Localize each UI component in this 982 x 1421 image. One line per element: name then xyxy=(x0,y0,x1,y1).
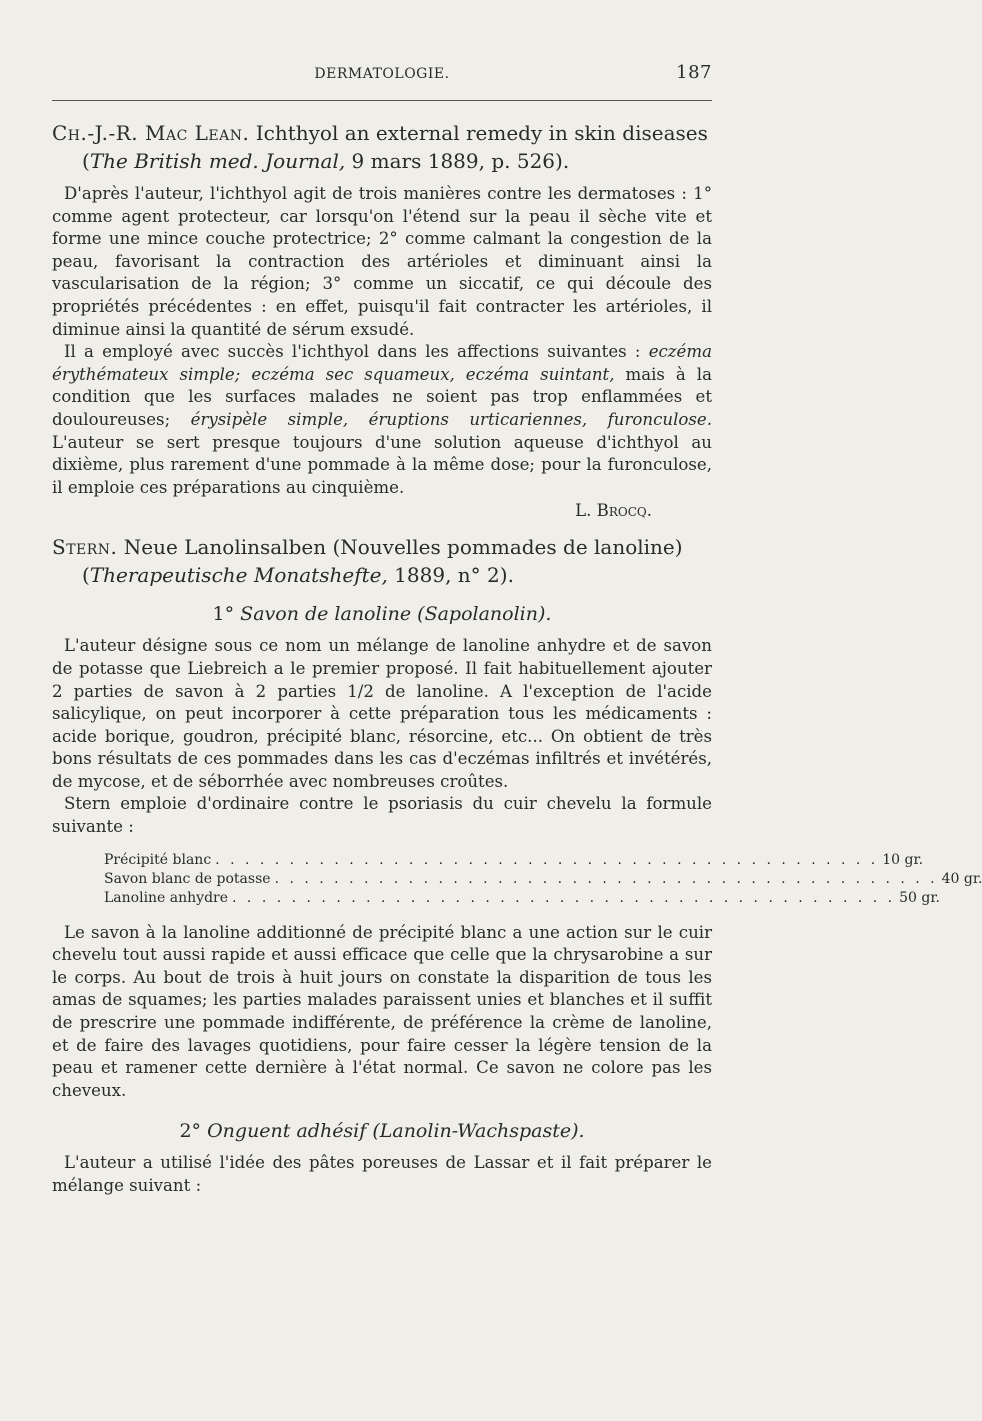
article2-title: Neue Lanolinsalben (Nouvelles pommades de lanoline) xyxy=(117,535,683,560)
article1-p2-a: Il a employé avec succès l'ichthyol dans les affections suivantes : xyxy=(64,342,649,362)
article1-p2-italic-2: érysipèle simple, éruptions urticariennes, furonculose. xyxy=(190,409,712,429)
formula-leader: . . . . . . . . . . . . . . . . . . . . . . . . . . . . . . . . . . . . . . . . . . . . . xyxy=(232,889,896,906)
article2-paragraph-1: L'auteur désigne sous ce nom un mélange de lanoline anhydre et de savon de potasse que Liebreich a le premier proposé. Il fait habituellement ajouter 2 parties de savon à 2 parties 1/2 de lanoline. A l'exception de l'acide salicylique, on peut incorporer à cette préparation tous les médicaments : acide borique, goudron, précipité blanc, résorcine, etc... On obtient de très bons résultats de ces pommades dans les cas d'eczémas infiltrés et invétérés, de mycose, et de séborrhée avec nombreuses croûtes. xyxy=(52,636,712,791)
running-head-title: DERMATOLOGIE. xyxy=(314,66,450,82)
article1-p2-c: L'auteur se sert presque toujours d'une solution aqueuse d'ichthyol au dixième, plus rarement d'une pommade à la même dose; pour la furonculose, il emploie ces préparations au cinquième. xyxy=(52,432,712,497)
article2-citation xyxy=(52,561,712,589)
running-head xyxy=(52,60,712,90)
article1-title: Ichthyol an external remedy in skin diseases xyxy=(249,121,708,145)
section1-title: Savon de lanoline (Sapolanolin). xyxy=(240,603,552,626)
formula-table xyxy=(104,851,982,908)
article1-citation-rest: 9 mars 1889, p. 526). xyxy=(345,149,570,173)
article2-citation-rest: 1889, n° 2). xyxy=(387,563,514,588)
article1-paragraph-2 xyxy=(52,341,712,499)
article2-paragraph-4: L'auteur a utilisé l'idée des pâtes poreuses de Lassar et il fait préparer le mélange suivant : xyxy=(52,1153,712,1195)
formula-quantity: 50 gr. xyxy=(899,889,940,906)
formula-ingredient: Précipité blanc xyxy=(104,851,212,868)
formula-leader: . . . . . . . . . . . . . . . . . . . . . . . . . . . . . . . . . . . . . . . . . . . . . xyxy=(274,870,938,887)
article2-citation-open: ( xyxy=(82,563,90,588)
article2-paragraph-2: Stern emploie d'ordinaire contre le psoriasis du cuir chevelu la formule suivante : xyxy=(52,794,712,837)
article1-citation xyxy=(52,147,712,175)
formula-quantity: 40 gr. xyxy=(941,870,982,887)
article2-journal: Therapeutische Monatshefte, xyxy=(89,563,388,588)
article1-heading xyxy=(52,119,712,175)
section1-heading xyxy=(52,601,712,627)
page-number: 187 xyxy=(676,62,712,83)
formula-leader: . . . . . . . . . . . . . . . . . . . . . . . . . . . . . . . . . . . . . . . . . . . . . xyxy=(215,851,879,868)
article1-p2-b: mais à la condition que les surfaces malades ne soient pas trop enflammées et douloureuses; xyxy=(52,364,712,429)
formula-ingredient: Lanoline anhydre xyxy=(104,889,229,906)
article2-author: Stern. xyxy=(52,535,118,560)
formula-quantity: 10 gr. xyxy=(882,851,924,868)
section2-title: Onguent adhésif (Lanolin-Wachspaste). xyxy=(207,1120,585,1143)
article2-heading xyxy=(52,533,712,589)
header-rule xyxy=(52,100,712,101)
formula-row xyxy=(104,889,940,908)
article1-citation-open: ( xyxy=(82,149,90,173)
article1-signature: L. Brocq. xyxy=(575,501,652,521)
article1-p2-italic-1: eczéma érythémateux simple; eczéma sec squameux, eczéma suintant, xyxy=(52,342,712,384)
article1-paragraph-1: D'après l'auteur, l'ichthyol agit de trois manières contre les dermatoses : 1° comme agent protecteur, car lorsqu'on l'étend sur la peau il sèche vite et forme une mince couche protectrice; 2° comme calmant la congestion de la peau, favorisant la contraction des artérioles et diminuant ainsi la vascularisation de la région; 3° comme un siccatif, ce qui découle des propriétés précédentes : en effet, puisqu'il fait contracter les artérioles, il diminue ainsi la quantité de sérum exsudé. xyxy=(52,184,712,339)
formula-ingredient: Savon blanc de potasse xyxy=(104,870,271,887)
article1-author: Ch.-J.-R. Mac Lean. xyxy=(52,121,250,145)
article1-journal: The British med. Journal, xyxy=(89,149,346,173)
formula-row xyxy=(104,870,982,889)
section2-number: 2° xyxy=(179,1120,208,1143)
section2-heading xyxy=(52,1118,712,1144)
formula-row xyxy=(104,851,924,870)
article2-paragraph-3: Le savon à la lanoline additionné de précipité blanc a une action sur le cuir chevelu tout aussi rapide et aussi efficace que celle que la chrysarobine a sur le corps. Au bout de trois à huit jours on constate la disparition de tous les amas de squames; les parties malades paraissent unies et blanches et il suffit de prescrire une pommade indifférente, de préférence la crème de lanoline, et de faire des lavages quotidiens, pour faire cesser la légère tension de la peau et ramener cette dernière à l'état normal. Ce savon ne colore pas les cheveux. xyxy=(52,922,712,1100)
page xyxy=(52,60,982,1198)
section1-number: 1° xyxy=(212,603,241,626)
